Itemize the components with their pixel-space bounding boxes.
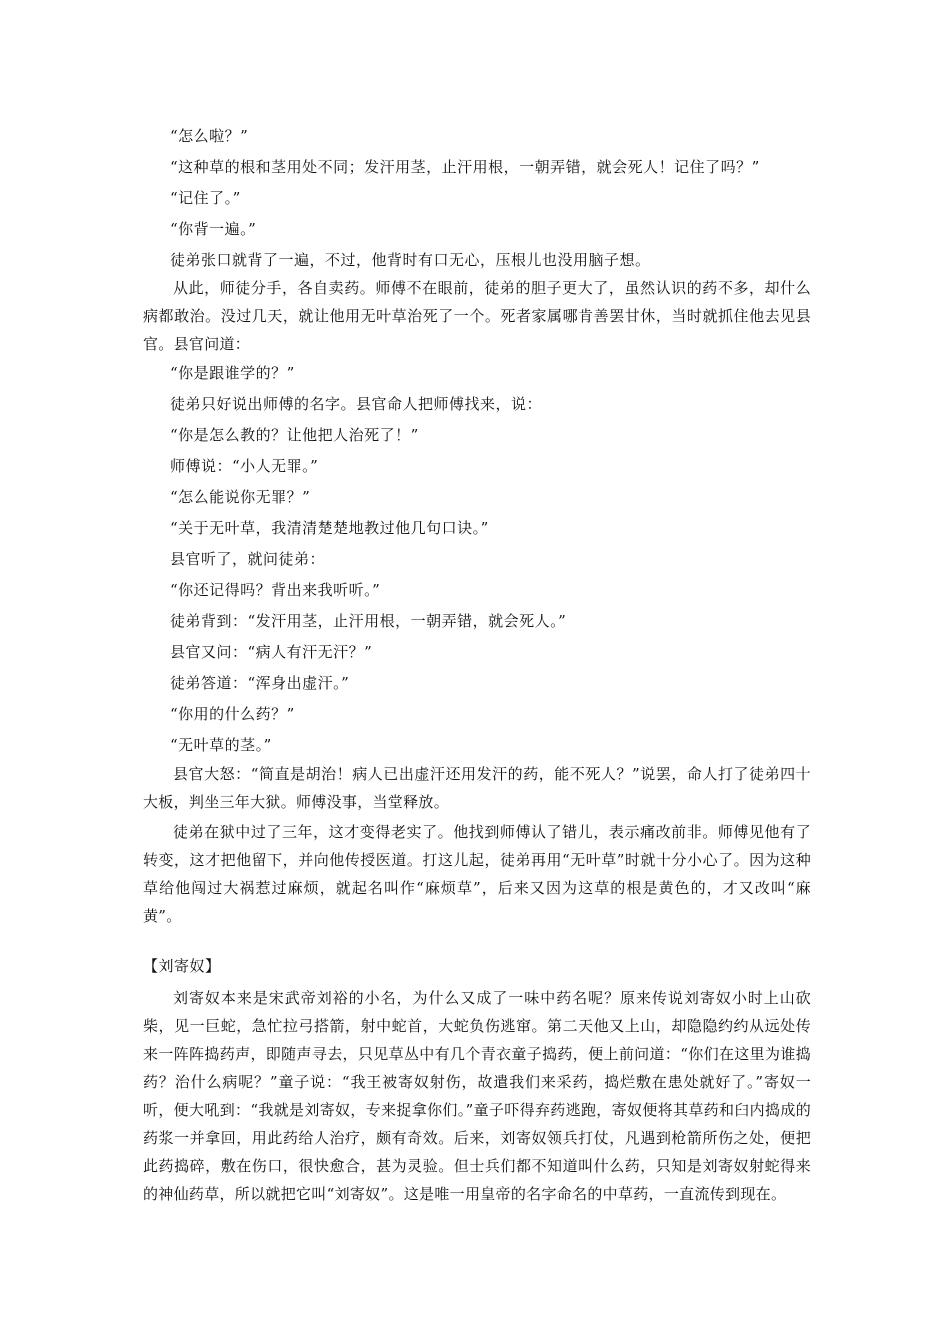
dialogue-line: 徒弟背到：“发汗用茎，止汗用根，一朝弄错，就会死人。” bbox=[170, 612, 567, 630]
narration-line: 徒弟只好说出师傅的名字。县官命人把师傅找来，说： bbox=[170, 395, 543, 413]
dialogue-line: “怎么啦？” bbox=[170, 127, 249, 145]
dialogue-line: “你是跟谁学的？” bbox=[170, 364, 295, 382]
paragraph-liujinu bbox=[143, 984, 811, 1208]
dialogue-line: “你是怎么教的？让他把人治死了！” bbox=[170, 426, 419, 444]
paragraph-mahuang bbox=[143, 818, 811, 930]
paragraph-text: 徒弟在狱中过了三年，这才变得老实了。他找到师傅认了错儿，表示痛改前非。师傅见他有了转变，这才把他留下，并向他传授医道。打这儿起，徒弟再用“无叶草”时就十分小心了。因为这种草给他闯过大祸惹过麻烦，就起名叫作“麻烦草”，后来又因为这草的根是黄色的，才又改叫“麻黄”。 bbox=[143, 823, 811, 925]
paragraph-text: 从此，师徒分手，各自卖药。师傅不在眼前，徒弟的胆子更大了，虽然认识的药不多，却什么病都敢治。没过几天，就让他用无叶草治死了一个。死者家属哪肯善罢甘休，当时就抓住他去见县官。县官问道： bbox=[143, 279, 811, 353]
dialogue-line: 师傅说：“小人无罪。” bbox=[170, 457, 319, 475]
narration-line: 徒弟张口就背了一遍，不过，他背时有口无心，压根儿也没用脑子想。 bbox=[170, 251, 651, 269]
paragraph-text: 县官大怒：“简直是胡治！病人已出虚汗还用发汗的药，能不死人？”说罢，命人打了徒弟四十大板，判坐三年大狱。师傅没事，当堂释放。 bbox=[143, 765, 811, 811]
narration-line: 县官听了，就问徒弟： bbox=[170, 550, 326, 568]
paragraph-separation bbox=[143, 274, 811, 358]
dialogue-line: “无叶草的茎。” bbox=[170, 736, 272, 754]
paragraph-text: 刘寄奴本来是宋武帝刘裕的小名，为什么又成了一味中药名呢？原来传说刘寄奴小时上山砍柴，见一巨蛇，急忙拉弓搭箭，射中蛇首，大蛇负伤逃窜。第二天他又上山，却隐隐约约从远处传来一阵阵捣药声，即随声寻去，只见草丛中有几个青衣童子捣药，便上前问道：“你们在这里为谁捣药？治什么病呢？”童子说：“我王被寄奴射伤，故遣我们来采药，捣烂敷在患处就好了。”寄奴一听，便大吼到：“我就是刘寄奴，专来捉拿你们。”童子吓得弃药逃跑，寄奴便将其草药和臼内捣成的药浆一并拿回，用此药给人治疗，颇有奇效。后来，刘寄奴领兵打仗，凡遇到枪箭所伤之处，便把此药捣碎，敷在伤口，很快愈合，甚为灵验。但士兵们都不知道叫什么药，只知是刘寄奴射蛇得来的神仙药草，所以就把它叫“刘寄奴”。这是唯一用皇帝的名字命名的中草药，一直流传到现在。 bbox=[143, 989, 811, 1203]
dialogue-line: 徒弟答道：“浑身出虚汗。” bbox=[170, 674, 350, 692]
dialogue-line: “你用的什么药？” bbox=[170, 705, 295, 723]
dialogue-line: “怎么能说你无罪？” bbox=[170, 488, 311, 506]
paragraph-verdict bbox=[143, 760, 811, 816]
section-heading: 【刘寄奴】 bbox=[143, 957, 221, 975]
dialogue-line: “记住了。” bbox=[170, 189, 241, 207]
dialogue-line: “关于无叶草，我清清楚楚地教过他几句口诀。” bbox=[170, 519, 489, 537]
dialogue-line: “这种草的根和茎用处不同；发汗用茎，止汗用根，一朝弄错，就会死人！记住了吗？” bbox=[170, 158, 760, 176]
dialogue-line: 县官又问：“病人有汗无汗？” bbox=[170, 643, 373, 661]
dialogue-line: “你还记得吗？背出来我听听。” bbox=[170, 581, 381, 599]
dialogue-line: “你背一遍。” bbox=[170, 220, 257, 238]
